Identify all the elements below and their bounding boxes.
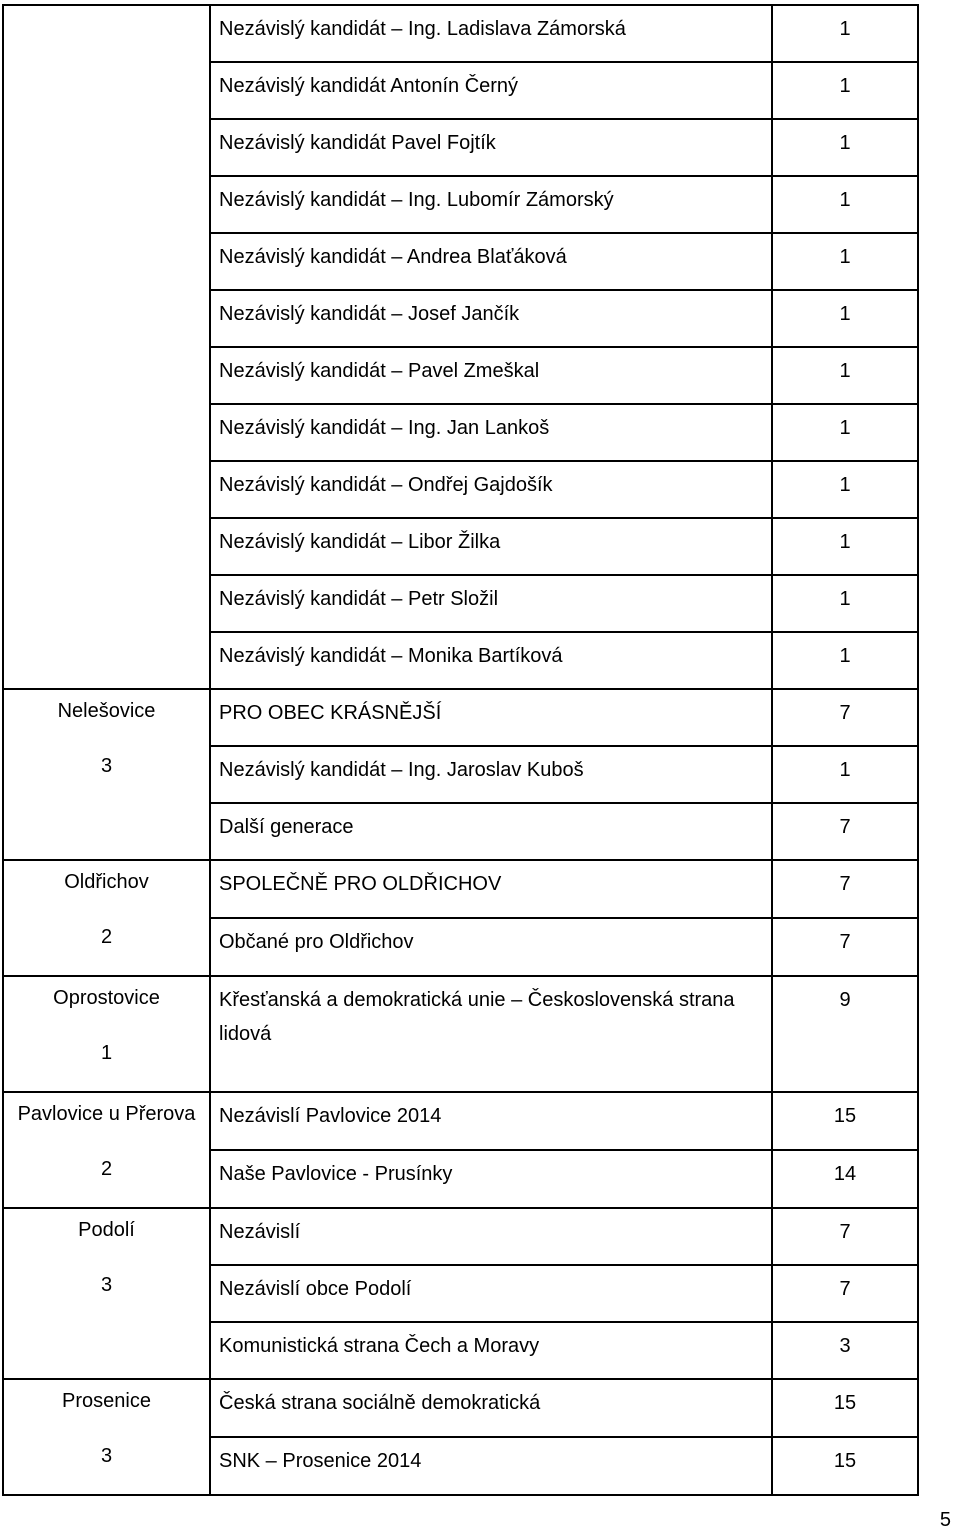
party-cell <box>210 746 772 803</box>
table-row <box>3 1379 918 1437</box>
municipality-cell <box>3 689 210 860</box>
count-value: 14 <box>833 1163 857 1185</box>
municipality-cell <box>3 1379 210 1495</box>
party-name: SPOLEČNĚ PRO OLDŘICHOV <box>219 873 502 895</box>
municipality-seats: 2 <box>100 1158 113 1180</box>
count-cell <box>772 1150 918 1208</box>
municipality-name: Prosenice <box>62 1390 151 1412</box>
results-table <box>2 4 919 1496</box>
table-row <box>3 1208 918 1265</box>
municipality-name: Pavlovice u Přerova <box>17 1103 196 1125</box>
count-value: 1 <box>839 759 851 781</box>
count-cell <box>772 1265 918 1322</box>
count-value: 1 <box>839 18 851 40</box>
count-cell <box>772 860 918 918</box>
party-name: Nezávislý kandidát – Petr Složil <box>219 588 499 610</box>
municipality-name: Podolí <box>78 1219 135 1241</box>
table-row <box>3 976 918 1092</box>
party-cell <box>210 62 772 119</box>
count-cell <box>772 1322 918 1379</box>
count-cell <box>772 62 918 119</box>
municipality-seats: 3 <box>100 1274 113 1296</box>
count-cell <box>772 746 918 803</box>
count-value: 15 <box>833 1450 857 1472</box>
party-name: Nezávislí Pavlovice 2014 <box>219 1105 442 1127</box>
municipality-cell <box>3 5 210 689</box>
count-cell <box>772 461 918 518</box>
party-cell <box>210 1208 772 1265</box>
table-body <box>3 5 918 1495</box>
party-name: Nezávislí obce Podolí <box>219 1278 412 1300</box>
count-cell <box>772 803 918 860</box>
party-cell <box>210 1322 772 1379</box>
count-value: 15 <box>833 1392 857 1414</box>
count-cell <box>772 347 918 404</box>
party-cell <box>210 290 772 347</box>
party-cell <box>210 976 772 1092</box>
party-cell <box>210 5 772 62</box>
municipality-seats: 3 <box>100 755 113 777</box>
count-value: 1 <box>839 474 851 496</box>
count-value: 7 <box>839 816 851 838</box>
municipality-cell <box>3 1208 210 1379</box>
count-value: 1 <box>839 75 851 97</box>
count-cell <box>772 1437 918 1495</box>
count-cell <box>772 632 918 689</box>
party-cell <box>210 1092 772 1150</box>
table-row <box>3 860 918 918</box>
count-value: 7 <box>839 1221 851 1243</box>
party-cell <box>210 1437 772 1495</box>
party-name: Nezávislý kandidát – Ing. Jaroslav Kuboš <box>219 759 584 781</box>
municipality-name: Nelešovice <box>57 700 156 722</box>
party-name: Nezávislý kandidát – Pavel Zmeškal <box>219 360 540 382</box>
count-cell <box>772 689 918 746</box>
party-name: Nezávislý kandidát – Monika Bartíková <box>219 645 563 667</box>
table-row <box>3 5 918 62</box>
party-name: Nezávislý kandidát – Ing. Ladislava Zámorská <box>219 18 626 40</box>
count-value: 7 <box>839 702 851 724</box>
party-cell <box>210 461 772 518</box>
municipality-cell <box>3 860 210 976</box>
party-cell <box>210 1265 772 1322</box>
party-cell <box>210 860 772 918</box>
party-cell <box>210 404 772 461</box>
party-cell <box>210 575 772 632</box>
municipality-seats: 2 <box>100 926 113 948</box>
party-name: Nezávislý kandidát – Ing. Jan Lankoš <box>219 417 550 439</box>
count-value: 1 <box>839 360 851 382</box>
count-value: 1 <box>839 531 851 553</box>
count-cell <box>772 976 918 1092</box>
party-name: Nezávislí <box>219 1221 301 1243</box>
count-value: 7 <box>839 1278 851 1300</box>
count-cell <box>772 1092 918 1150</box>
count-value: 15 <box>833 1105 857 1127</box>
party-name: Komunistická strana Čech a Moravy <box>219 1335 540 1357</box>
party-name: Naše Pavlovice - Prusínky <box>219 1163 453 1185</box>
count-value: 1 <box>839 417 851 439</box>
count-cell <box>772 1379 918 1437</box>
party-name: Nezávislý kandidát – Ondřej Gajdošík <box>219 474 553 496</box>
count-cell <box>772 290 918 347</box>
count-value: 1 <box>839 303 851 325</box>
party-cell <box>210 1150 772 1208</box>
party-name: PRO OBEC KRÁSNĚJŠÍ <box>219 702 442 724</box>
count-cell <box>772 518 918 575</box>
party-name: Další generace <box>219 816 354 838</box>
party-name: Nezávislý kandidát – Josef Jančík <box>219 303 520 325</box>
count-value: 7 <box>839 873 851 895</box>
count-value: 7 <box>839 931 851 953</box>
count-cell <box>772 176 918 233</box>
party-name: Křesťanská a demokratická unie – Československá strana lidová <box>219 989 735 1045</box>
count-value: 1 <box>839 189 851 211</box>
party-name: Nezávislý kandidát – Andrea Blaťáková <box>219 246 567 268</box>
party-cell <box>210 119 772 176</box>
table-row <box>3 689 918 746</box>
party-cell <box>210 803 772 860</box>
count-value: 9 <box>839 989 851 1011</box>
count-value: 1 <box>839 645 851 667</box>
party-name: Nezávislý kandidát Antonín Černý <box>219 75 519 97</box>
count-cell <box>772 5 918 62</box>
party-cell <box>210 518 772 575</box>
count-cell <box>772 119 918 176</box>
municipality-name: Oldřichov <box>64 871 149 893</box>
count-cell <box>772 918 918 976</box>
party-cell <box>210 233 772 290</box>
count-value: 1 <box>839 246 851 268</box>
party-name: Nezávislý kandidát Pavel Fojtík <box>219 132 496 154</box>
party-name: Nezávislý kandidát – Libor Žilka <box>219 531 501 553</box>
count-cell <box>772 404 918 461</box>
party-name: SNK – Prosenice 2014 <box>219 1450 422 1472</box>
count-value: 1 <box>839 132 851 154</box>
table-row <box>3 1092 918 1150</box>
party-cell <box>210 347 772 404</box>
page-number: 5 <box>939 1509 951 1531</box>
party-cell <box>210 918 772 976</box>
party-cell <box>210 176 772 233</box>
count-cell <box>772 1208 918 1265</box>
count-value: 1 <box>839 588 851 610</box>
count-value: 3 <box>839 1335 851 1357</box>
party-cell <box>210 689 772 746</box>
municipality-cell <box>3 976 210 1092</box>
municipality-seats: 1 <box>100 1042 113 1064</box>
municipality-cell <box>3 1092 210 1208</box>
municipality-name: Oprostovice <box>53 987 160 1009</box>
party-cell <box>210 632 772 689</box>
count-cell <box>772 233 918 290</box>
party-name: Nezávislý kandidát – Ing. Lubomír Zámorský <box>219 189 614 211</box>
party-cell <box>210 1379 772 1437</box>
count-cell <box>772 575 918 632</box>
party-name: Česká strana sociálně demokratická <box>219 1392 541 1414</box>
party-name: Občané pro Oldřichov <box>219 931 414 953</box>
municipality-seats: 3 <box>100 1445 113 1467</box>
